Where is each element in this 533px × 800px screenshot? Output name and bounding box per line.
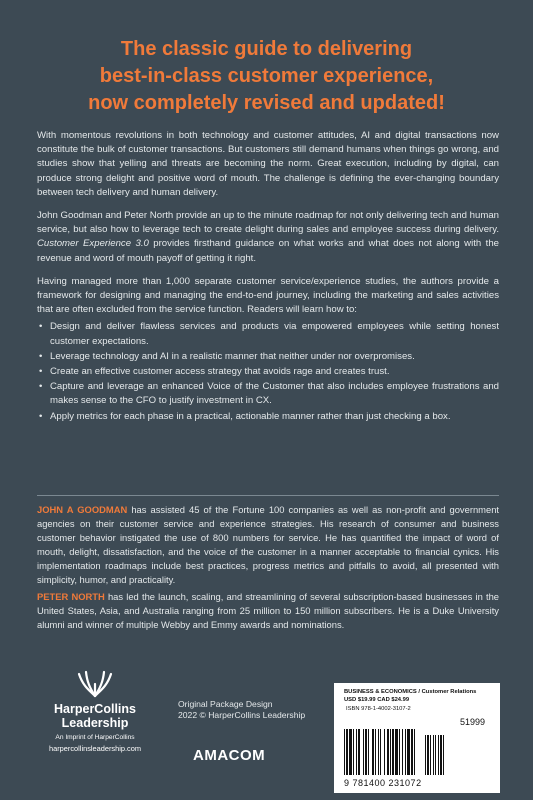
barcode-bar xyxy=(356,729,357,775)
barcode-bar xyxy=(378,729,379,775)
description xyxy=(37,129,499,425)
barcode-bar xyxy=(368,729,369,775)
benefit-item: • Design and deliver flawless services and products via empowered employees while setting honest customer expectations. xyxy=(37,320,499,348)
barcode-bar xyxy=(346,729,348,775)
paragraph-text: provides firsthand guidance on what works and what does not along with the revenue and word of mouth payoff of getting it right. xyxy=(37,238,499,264)
barcode-bar xyxy=(411,729,413,775)
barcode-bar xyxy=(407,729,410,775)
barcode-bar xyxy=(384,729,385,775)
description-paragraph xyxy=(37,209,499,266)
barcode-bar xyxy=(358,729,360,775)
category-text: BUSINESS & ECONOMICS / Customer Relations xyxy=(344,689,477,695)
book-title: Customer Experience 3.0 xyxy=(37,238,149,250)
barcode-bar xyxy=(433,735,434,775)
design-credit xyxy=(178,699,328,721)
barcode-bar xyxy=(427,735,429,775)
barcode-bar xyxy=(435,735,436,775)
barcode-bar xyxy=(365,729,367,775)
barcode-bar xyxy=(430,735,431,775)
benefit-item: • Create an effective customer access strategy that avoids rage and creates trust. xyxy=(37,365,499,379)
publisher-name: Leadership xyxy=(61,716,129,730)
author-bio-text: has led the launch, scaling, and streamlining of several subscription-based businesses in the United States, Asia, and Australia ranging from 25 million to 150 million subscribers. He is a Duke University alumni and winner of multiple Webby and Emmy awards and nominations. xyxy=(37,591,499,630)
benefit-item: • Apply metrics for each phase in a practical, actionable manner rather than just checking a box. xyxy=(37,410,499,424)
barcode-bar xyxy=(438,735,439,775)
barcode-bar xyxy=(372,729,374,775)
barcode-bar xyxy=(425,735,426,775)
feather-wings-icon xyxy=(75,670,115,698)
publisher-url: harpercollinsleadership.com xyxy=(48,744,142,753)
headline-line: The classic guide to delivering xyxy=(120,38,413,60)
description-paragraph: Having managed more than 1,000 separate customer service/experience studies, the authors provide a framework for designing and managing the end-to-end journey, including the marketing and sales activities that are often excluded from the service function. Readers will learn how to: xyxy=(37,275,499,316)
price-addon: 51999 xyxy=(460,717,486,727)
barcode-bar xyxy=(405,729,406,775)
credit-line: Original Package Design xyxy=(178,699,273,709)
author-bios xyxy=(37,503,499,635)
divider xyxy=(37,495,499,496)
headline-line: now completely revised and updated! xyxy=(88,92,445,114)
barcode-panel xyxy=(334,683,500,793)
author-name: JOHN A GOODMAN xyxy=(37,504,128,515)
description-paragraph: With momentous revolutions in both technology and customer attitudes, AI and digital transactions now constitute the bulk of customer transactions. But customers still demand humans when things go wrong, and studies show that yelling and threats are becoming the norm. Great execution, including by digital, can produce strong delight and positive word of mouth. The challenge is defining the ever-changing boundary between tech delivery and human delivery. xyxy=(37,130,499,198)
barcode-bar xyxy=(375,729,376,775)
barcode-bar xyxy=(414,729,415,775)
barcode-bar xyxy=(443,735,444,775)
isbn-text: ISBN 978-1-4002-3107-2 xyxy=(346,706,411,712)
barcode-bar xyxy=(349,729,352,775)
author-name: PETER NORTH xyxy=(37,591,105,602)
headline-line: best-in-class customer experience, xyxy=(99,65,434,87)
benefit-item: • Capture and leverage an enhanced Voice of the Customer that also includes employee frustrations and makes sense to the CFO to justify investment in CX. xyxy=(37,380,499,408)
author-bio xyxy=(37,503,499,587)
barcode-bar xyxy=(440,735,442,775)
barcode-bar xyxy=(399,729,400,775)
barcode-bar xyxy=(363,729,364,775)
publisher-imprint: An Imprint of HarperCollins xyxy=(55,734,135,741)
publisher-name: HarperCollins xyxy=(54,702,136,716)
barcode-icon xyxy=(344,729,490,777)
paragraph-text: John Goodman and Peter North provide an up to the minute roadmap for not only delivering tech and human service, but also how to leverage tech to create delight during sales and employee success during delivery. xyxy=(37,210,499,236)
credit-line: 2022 © HarperCollins Leadership xyxy=(178,710,306,720)
barcode-bar xyxy=(353,729,354,775)
benefits-list xyxy=(37,320,499,423)
author-bio-text: has assisted 45 of the Fortune 100 companies as well as non-profit and government agencies on their customer service and experience strategies. His research of consumer and business customer behavior instigated the use of 800 numbers for service. He has quantified the impact of word of mouth, delight, dissatisfaction, and the voice of the customer in a manner acceptable to financial cynics. His implementation roadmaps include best practices, progress metrics and pitfalls to avoid, all presented with simplicity, humor, and practicality. xyxy=(37,504,500,585)
barcode-bar xyxy=(395,729,398,775)
headline xyxy=(40,36,493,117)
price-text: USD $19.99 CAD $24.99 xyxy=(344,697,410,703)
amacom-logo: AMACOM xyxy=(193,747,266,764)
author-bio xyxy=(37,590,499,632)
barcode-bar xyxy=(390,729,391,775)
barcode-bar xyxy=(380,729,381,775)
barcode-bar xyxy=(402,729,403,775)
benefit-item: • Leverage technology and AI in a realistic manner that neither under nor overpromises. xyxy=(37,350,499,364)
barcode-bar xyxy=(392,729,394,775)
barcode-bar xyxy=(344,729,345,775)
barcode-bar xyxy=(387,729,389,775)
barcode-digits: 9 781400 231072 xyxy=(344,778,422,788)
publisher-logo xyxy=(40,670,150,753)
